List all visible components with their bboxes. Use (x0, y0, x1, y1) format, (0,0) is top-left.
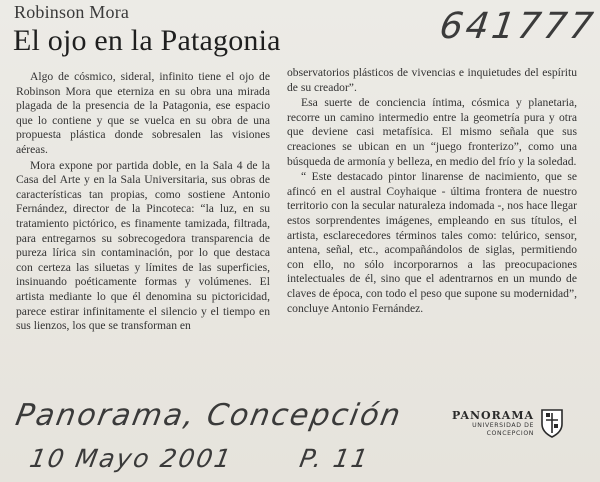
article-headline: El ojo en la Patagonia (13, 24, 281, 57)
handwritten-catalog-number: 641777 (437, 6, 599, 47)
handwritten-page: P. 11 (297, 444, 372, 473)
article-column-2 (287, 66, 577, 316)
logo-title: PANORAMA (452, 408, 535, 422)
paragraph: observatorios plásticos de vivencias e inquietudes del espíritu de su creador”. (287, 66, 577, 94)
logo-text (452, 409, 534, 438)
panorama-logo (452, 408, 564, 438)
paragraph: Algo de cósmico, sideral, infinito tiene el ojo de Robinson Mora que eterniza en su obra una mirada plagada de la presencia de la Patagonia, ese espacio que lo contiene y que se vuelca en su obra de una propuesta plástica donde sobresalen las visiones aéreas. (16, 70, 270, 156)
handwritten-date: 10 Mayo 2001 (27, 444, 235, 473)
article-column-1 (16, 70, 270, 334)
logo-subtitle-2: CONCEPCION (486, 429, 535, 437)
handwritten-source: Panorama, Concepción (12, 398, 405, 433)
author-kicker: Robinson Mora (14, 2, 130, 22)
university-shield-icon (540, 408, 564, 438)
paragraph: Esa suerte de conciencia íntima, cósmica y planetaria, recorre un camino intermedio entre la geometría pura y otra que deviene casi metafísica. El mismo señala que sus creaciones se ubican en un “juego fronterizo”, como una búsqueda de armonía y belleza, en medio del frío y la soledad. (287, 96, 577, 168)
logo-subtitle-1: UNIVERSIDAD DE (472, 421, 535, 429)
paragraph: Mora expone por partida doble, en la Sala 4 de la Casa del Arte y en la Sala Universitaria, sus obras de características tan propias, como sostiene Antonio Fernández, director de la Pincoteca: “la luz, en su tratamiento pictórico, es finamente tamizada, filtrada, para entregarnos su sobrecogedora transparencia de pureza lírica sin contaminación, por lo que destaca con certeza las siluetas y límites de las superficies, insinuando poéticamente formas y volúmenes. El artista mediante lo que él denomina su pictoricidad, parece estirar infinitamente el silencio y el tiempo en sus lienzos, los que se transforman en (16, 158, 270, 333)
paragraph: “ Este destacado pintor linarense de nacimiento, que se afincó en el austral Coyhaique - última frontera de nuestro territorio con la secular naturaleza indomada -, nos hace llegar estos sorprendentes imágenes, empleando en sus títulos, el artista, esclarecedores términos tales como: telúrico, sensor, antena, señal, etc., acompañándolos de siglas, permitiendo con ello, no sólo incorporarnos a las preocupaciones intelectuales de él, sino que el adentrarnos en un mundo de claves de época, con todo el peso que supone su modernidad”, concluye Antonio Fernández. (287, 170, 577, 315)
